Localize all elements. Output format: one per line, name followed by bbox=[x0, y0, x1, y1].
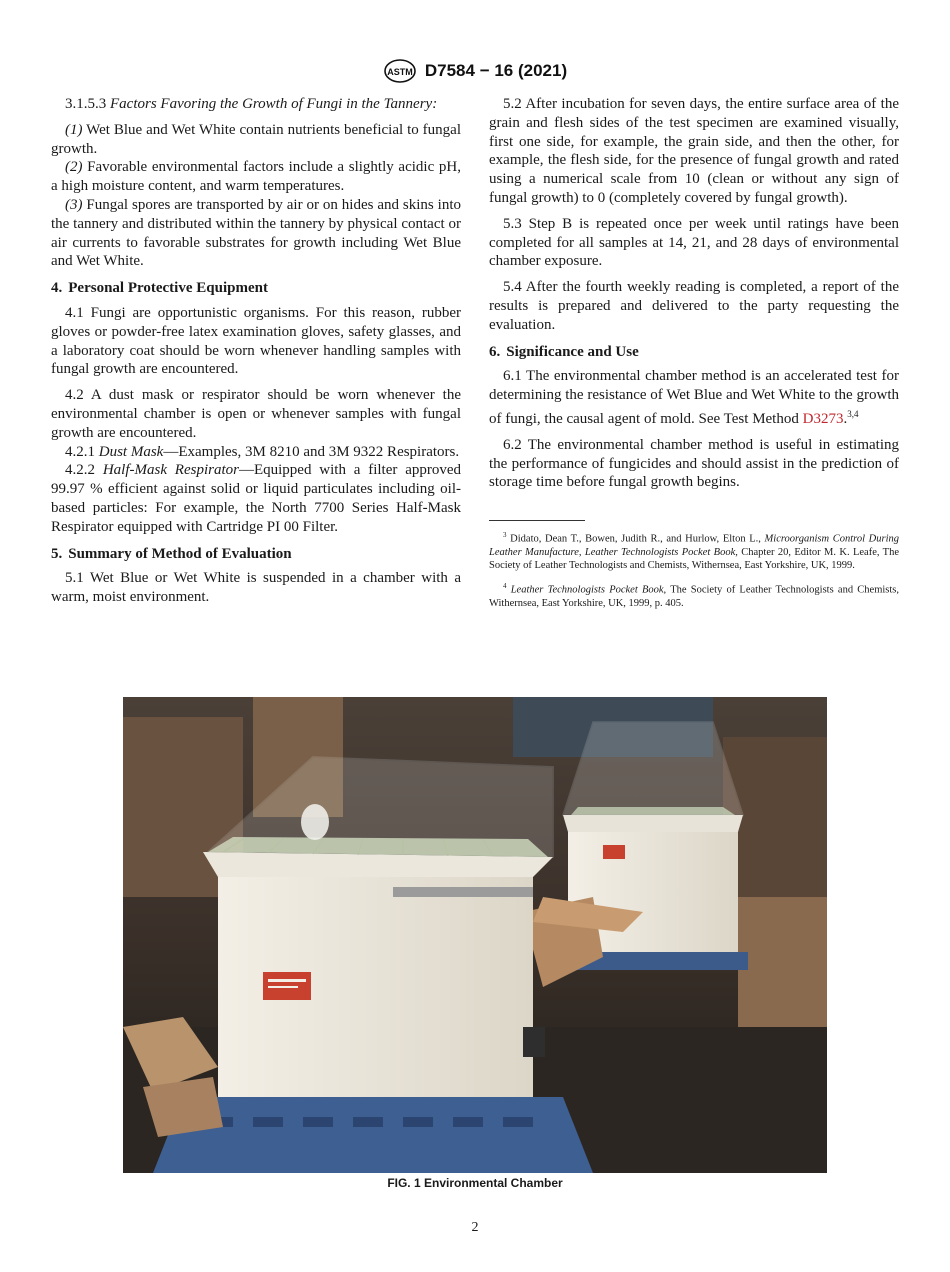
section-heading-5: 5. Summary of Method of Evaluation bbox=[51, 545, 292, 562]
page-header bbox=[0, 57, 950, 85]
left-column bbox=[51, 95, 461, 614]
astm-logo-text: ASTM bbox=[387, 67, 413, 77]
figure-environmental-chamber-photo bbox=[123, 697, 827, 1173]
paragraph-5-1: 5.1 Wet Blue or Wet White is suspended in a chamber with a warm, moist environment. bbox=[51, 570, 461, 606]
paragraph-4-1: 4.1 Fungi are opportunistic organisms. For this reason, rubber gloves or powder-free latex examination gloves, safety glasses, and a laboratory coat should be worn whenever handling samples with fungal growth are encountered. bbox=[51, 304, 461, 378]
section-heading-6: 6. Significance and Use bbox=[489, 343, 639, 360]
figure-caption: FIG. 1 Environmental Chamber bbox=[387, 1176, 563, 1190]
footnote-divider bbox=[489, 520, 585, 521]
paragraph-5-2: 5.2 After incubation for seven days, the entire surface area of the grain and flesh sides of the test specimen are examined visually, first one side, for example, the grain side, and then the other, for example, the flesh side, for the presence of fungal growth and rated using a numerical scale from 10 (clean or without any sign of fungal growth) to 0 (completely covered by fungal growth). bbox=[489, 96, 899, 206]
footnote-ref: 3,4 bbox=[847, 408, 859, 419]
section-3-1-5-3: 3.1.5.3 Factors Favoring the Growth of Fungi in the Tannery: bbox=[65, 96, 438, 112]
footnote-3: $^3$ Didato, Dean T., Bowen, Judith R., and Hurlow, Elton L., Microorganism Control During Leather Manufacture, Leather Technologists Pocket Book, Chapter 20, Editor M. K. Leafe, The Society of Leather Technologists and Chemists, Withernsea, East Yorkshire, UK, 1999. bbox=[489, 531, 900, 572]
list-item: (3) Fungal spores are transported by air or on hides and skins into the tannery and distributed within the tannery by physical contact or air currents to favorable substrates for growth including Wet Blue and Wet White. bbox=[51, 196, 462, 270]
document-id: D7584 − 16 (2021) bbox=[424, 61, 568, 80]
list-item: (2) Favorable environmental factors include a slightly acidic pH, a high moisture content, and warm temperatures. bbox=[51, 159, 461, 195]
chamber-illustration bbox=[123, 697, 827, 1173]
astm-logo-icon bbox=[383, 58, 417, 84]
footnote-4: $^4$ Leather Technologists Pocket Book, The Society of Leather Technologists and Chemists, Withernsea, East Yorkshire, UK, 1999, p. 405. bbox=[489, 581, 899, 609]
right-column bbox=[489, 95, 899, 617]
paragraph-6-1: 6.1 The environmental chamber method is an accelerated test for determining the resistance of Wet Blue and Wet White to the growth of fungi, the causal agent of mold. See Test Method D3273.$^{3,4}$ bbox=[489, 368, 899, 427]
page-number: 2 bbox=[471, 1220, 479, 1235]
paragraph-4-2-1: 4.2.1 Dust Mask—Examples, 3M 8210 and 3M 9322 Respirators. bbox=[65, 443, 460, 460]
paragraph-5-3: 5.3 Step B is repeated once per week until ratings have been completed for all samples at 14, 21, and 28 days of environmental chamber exposure. bbox=[489, 215, 899, 270]
list-item: (1) Wet Blue and Wet White contain nutrients beneficial to fungal growth. bbox=[51, 121, 462, 157]
reference-link-d3273[interactable]: D3273 bbox=[802, 410, 844, 427]
paragraph-6-2: 6.2 The environmental chamber method is useful in estimating the performance of fungicides and should assist in the prediction of storage time before fungal growth begins. bbox=[489, 436, 899, 491]
paragraph-5-4: 5.4 After the fourth weekly reading is completed, a report of the results is prepared and delivered to the party requesting the evaluation. bbox=[489, 279, 899, 333]
section-heading-4: 4. Personal Protective Equipment bbox=[51, 280, 268, 297]
paragraph-4-2-2: 4.2.2 Half-Mask Respirator—Equipped with a filter approved 99.97 % efficient against solid or liquid particulates including oil-based particles: For example, the North 7700 Series Half-Mask Respirator equipped with Cartridge PI 00 Filter. bbox=[51, 462, 462, 535]
paragraph-4-2: 4.2 A dust mask or respirator should be worn whenever the environmental chamber is open or whenever samples with fungal growth are encountered. bbox=[51, 387, 461, 441]
